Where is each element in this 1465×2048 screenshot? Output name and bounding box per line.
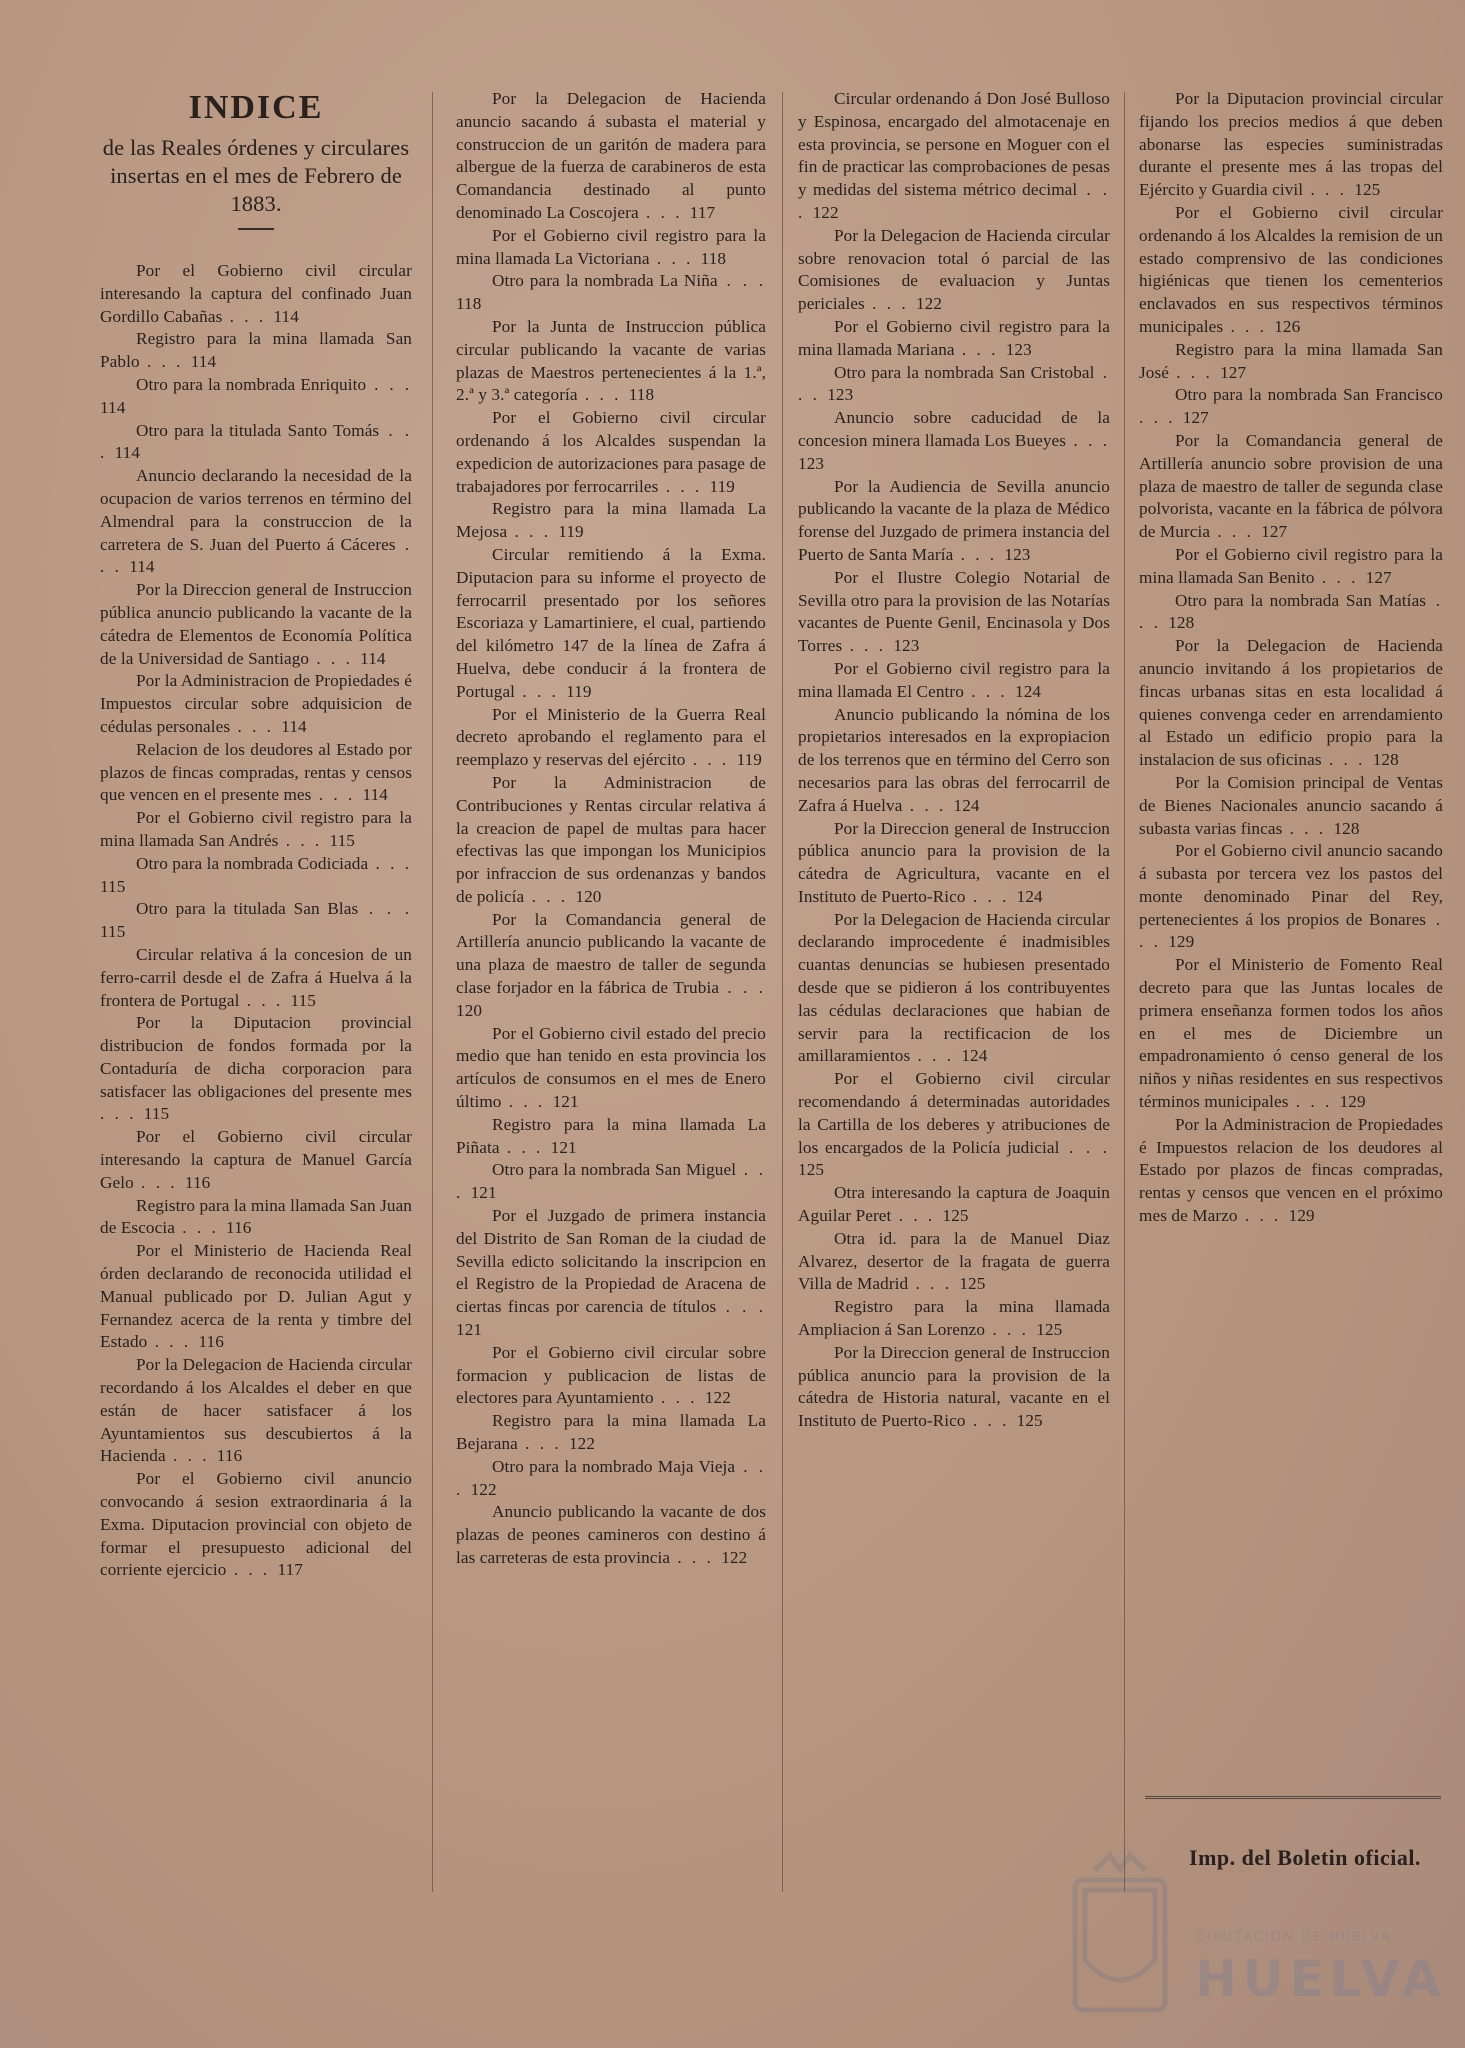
page-number: 115	[290, 990, 316, 1010]
page-number: 115	[143, 1104, 170, 1124]
leader-dots: . . .	[963, 681, 1015, 701]
leader-dots: . . .	[1288, 1092, 1340, 1112]
entry-text: Por el Gobierno civil registro para la mina llamada San Benito	[1139, 544, 1443, 587]
index-entry	[456, 544, 766, 704]
index-entry	[798, 818, 1110, 909]
page-number: 128	[1333, 818, 1360, 838]
index-entry	[1139, 202, 1443, 339]
entry-text: Otro para la titulada Santo Tomás	[136, 420, 380, 440]
leader-dots: . . .	[1314, 567, 1366, 587]
page-number: 122	[721, 1548, 748, 1567]
leader-dots: . . .	[716, 1297, 766, 1317]
leader-dots: . . .	[1139, 590, 1444, 633]
leader-dots: . . .	[719, 978, 767, 998]
page-number: 126	[1274, 316, 1301, 336]
page-number: 122	[704, 1388, 731, 1408]
index-entry	[100, 420, 412, 466]
index-entry	[1139, 590, 1443, 636]
page-number: 125	[798, 1160, 825, 1180]
leader-dots: . . .	[222, 306, 274, 326]
entry-text: Por el Ilustre Colegio Notarial de Sevilla otro para la provision de las Notarías vacantes de Puente Genil, Encinasola y Dos Torres	[798, 567, 1110, 656]
page-number: 114	[281, 716, 307, 736]
index-entry	[798, 88, 1110, 225]
leader-dots: . . .	[507, 522, 559, 542]
leader-dots: . . .	[226, 1560, 278, 1580]
page-number: 129	[1168, 932, 1195, 952]
page-number: 125	[959, 1274, 986, 1294]
page-number: 128	[1372, 750, 1399, 770]
entry-text: Relacion de los deudores al Estado por plazos de fincas compradas, rentas y censos que vencen en el presente mes	[100, 739, 412, 805]
page-number: 114	[360, 648, 386, 668]
entry-text: Por el Gobierno civil circular recomendando á determinadas autoridades la Cartilla de los deberes y atribuciones de los encargados de la Policía judicial	[798, 1069, 1110, 1157]
leader-dots: . . .	[311, 785, 363, 805]
leader-dots: . . .	[139, 352, 191, 372]
leader-dots: . . .	[174, 1218, 227, 1238]
entry-text: Por la Administracion de Contribuciones y Rentas circular relativa á la creacion de papel de multas para hacer efectivas las que impongan los Municipios por infraccion de sus ordenanzas y bandos de policía	[456, 772, 766, 906]
page-number: 124	[1016, 886, 1043, 906]
entry-text: Por la Comision principal de Ventas de Bienes Nacionales anuncio sacando á subasta varias fincas	[1139, 772, 1443, 838]
entry-text: Por el Gobierno civil registro para la mina llamada Mariana	[798, 316, 1110, 359]
page-number: 114	[100, 397, 126, 417]
index-entry	[100, 1240, 412, 1354]
index-entry	[1139, 635, 1443, 772]
page-number: 116	[216, 1446, 243, 1466]
leader-dots: . . .	[366, 374, 413, 394]
leader-dots: . . .	[358, 899, 412, 919]
leader-dots: . . .	[456, 1160, 767, 1203]
page-number: 115	[100, 922, 126, 942]
leader-dots: . . .	[902, 795, 954, 815]
leader-dots: . . .	[1237, 1206, 1289, 1226]
page-number: 123	[798, 453, 825, 473]
page-number: 114	[190, 352, 217, 372]
index-column-1	[100, 88, 412, 1988]
page-number: 117	[277, 1560, 303, 1580]
entry-text: Por la Delegacion de Hacienda circular recordando á los Alcaldes el deber en que están de hacer satisfacer á los Ayuntamientos sus descubiertos á la Hacienda	[100, 1355, 412, 1466]
entry-text: Otro para la nombrada San Francisco	[1175, 385, 1443, 405]
column-divider	[432, 92, 433, 1892]
leader-dots: . . .	[230, 716, 282, 736]
leader-dots: . . .	[517, 1434, 569, 1454]
index-entry	[456, 498, 766, 544]
page-number: 124	[953, 795, 980, 815]
index-entry	[798, 567, 1110, 658]
index-title: INDICE	[188, 89, 324, 126]
page-number: 122	[568, 1434, 596, 1454]
index-entry	[1139, 88, 1443, 202]
entry-text: Por la Comandancia general de Artillería anuncio publicando la vacante de una plaza de maestro de taller de segunda clase forjador en la fábrica de Trubia	[456, 909, 766, 998]
leader-dots: . . .	[653, 1388, 705, 1408]
page-number: 114	[273, 306, 299, 326]
index-entry	[1139, 339, 1443, 385]
page-number: 127	[1220, 362, 1247, 382]
page-number: 127	[1261, 522, 1288, 542]
imprint-line: Imp. del Boletin oficial.	[1189, 1845, 1421, 1870]
index-entry	[1139, 1114, 1443, 1228]
leader-dots: . . .	[908, 1274, 960, 1294]
index-entry	[798, 1182, 1110, 1228]
index-entry	[798, 1068, 1110, 1182]
leader-dots: . . .	[1169, 362, 1221, 382]
entry-text: Registro para la mina llamada San Pablo	[100, 329, 412, 372]
entry-text: Por el Gobierno civil circular ordenando á los Alcaldes suspendan la expedicion de autorizaciones para pasage de trabajadores por ferrocarriles	[456, 408, 766, 496]
page-number: 122	[915, 294, 943, 314]
entry-text: Otro para la titulada San Blas	[136, 899, 359, 919]
entry-text: Anuncio publicando la vacante de dos plazas de peones camineros con destino á las carreteras de esta provincia	[456, 1502, 766, 1567]
entry-text: Por el Gobierno civil registro para la mina llamada San Andrés	[100, 808, 412, 850]
entry-text: Anuncio declarando la necesidad de la ocupacion de varios terrenos en término del Almendral para la construccion de la carretera de S. Juan del Puerto á Cáceres	[100, 466, 412, 554]
index-entry	[100, 944, 412, 1012]
entry-text: Circular relativa á la concesion de un ferro-carril desde el de Zafra á Huelva á la frontera de Portugal	[100, 944, 412, 1010]
leader-dots: . . .	[717, 271, 766, 291]
page-number: 119	[566, 681, 592, 701]
page-number: 127	[1365, 567, 1392, 587]
entry-text: Registro para la mina llamada La Mejosa	[456, 499, 766, 542]
leader-dots: . . .	[953, 544, 1005, 564]
page-number: 114	[129, 557, 155, 577]
index-entry	[798, 476, 1110, 567]
index-entry	[456, 316, 766, 407]
leader-dots: . . .	[1223, 316, 1275, 336]
page-number: 123	[1004, 544, 1031, 564]
entry-text: Otro para la nombrado Maja Vieja	[492, 1456, 736, 1476]
seal-text: HUELVA	[1195, 1950, 1447, 2008]
entry-text: Registro para la mina llamada San Juan de Escocia	[100, 1195, 412, 1238]
index-subtitle: de las Reales órdenes y circulares insertas en el mes de Febrero de 1883.	[102, 135, 410, 216]
index-entry	[798, 704, 1110, 818]
entry-text: Otro para la nombrada San Miguel	[492, 1160, 737, 1180]
index-entry	[456, 1342, 766, 1410]
leader-dots: . . .	[100, 534, 413, 577]
leader-dots: . . .	[515, 681, 567, 701]
leader-dots: . . .	[1059, 1137, 1111, 1157]
leader-dots: . . .	[638, 202, 690, 222]
page-number: 124	[961, 1046, 988, 1066]
page-number: 121	[552, 1092, 579, 1112]
index-entry	[100, 1468, 412, 1582]
index-entry	[798, 909, 1110, 1069]
index-column-2	[456, 88, 766, 1988]
page-number: 121	[456, 1320, 483, 1340]
leader-dots: . . .	[985, 1320, 1037, 1340]
seal-caption: DIPUTACIÓN DE HUELVA	[1195, 1930, 1392, 1945]
index-entry	[798, 1342, 1110, 1433]
page-number: 114	[114, 443, 141, 463]
index-entry	[1139, 772, 1443, 840]
page-number: 119	[558, 522, 584, 542]
index-entry	[798, 1296, 1110, 1342]
page-number: 127	[1182, 408, 1209, 428]
index-entry	[100, 898, 412, 944]
page-number: 116	[184, 1172, 211, 1192]
entry-text: Por la Delegacion de Hacienda circular declarando improcedente é inadmisibles cuantas denuncias se hubiesen presentado desde que se pidieron á los contribuyentes las cédulas declaraciones que habian de servir para la rectificacion de los amillaramientos	[798, 909, 1110, 1066]
index-entry	[1139, 840, 1443, 954]
index-entry	[100, 260, 412, 328]
page-number: 125	[1016, 1411, 1043, 1431]
entry-text: Por la Delegacion de Hacienda anuncio invitando á los propietarios de fincas urbanas sitas en esta localidad á quienes convenga ceder en arrendamiento al Estado un edificio propio para la instalacion de sus oficinas	[1139, 636, 1443, 770]
leader-dots: . . .	[1139, 408, 1183, 428]
entry-text: Anuncio sobre caducidad de la concesion minera llamada Los Bueyes	[798, 408, 1110, 450]
page-number: 122	[812, 202, 839, 222]
index-entry	[456, 225, 766, 271]
page-number: 121	[470, 1183, 497, 1203]
entry-text: Por la Direccion general de Instruccion pública anuncio publicando la vacante de la cátedra de Elementos de Economía Política de la Universidad de Santiago	[100, 580, 412, 668]
leader-dots: . . .	[670, 1548, 722, 1567]
leader-dots: . . .	[524, 886, 576, 906]
entry-text: Por la Comandancia general de Artillería anuncio sobre provision de una plaza de maestro de taller de segunda clase polvorista, vacante en la fábrica de pólvora de Murcia	[1139, 430, 1443, 542]
index-entry	[456, 1114, 766, 1160]
page-number: 115	[100, 876, 126, 896]
column-divider	[782, 92, 783, 1892]
entry-text: Por el Gobierno civil anuncio convocando á sesion extraordinaria á la Exma. Diputacion provincial con objeto de formar el presupuesto adicional del corriente ejercicio	[100, 1469, 412, 1580]
entry-text: Circular remitiendo á la Exma. Diputacion para su informe el proyecto de ferrocarril presentado por los señores Escoriaza y Lamartiniere, el cual, partiendo del kilómetro 147 de la línea de Zafra á Huelva, debe conducir á la frontera de Portugal	[456, 544, 766, 701]
entry-text: Por el Ministerio de la Guerra Real decreto aprobando el reglamento para el reemplazo y reservas del ejército	[456, 704, 766, 770]
page-number: 122	[470, 1479, 497, 1499]
entry-text: Por el Gobierno civil circular interesando la captura de Manuel García Gelo	[100, 1127, 412, 1192]
entry-text: Por la Administracion de Propiedades é Impuestos circular sobre adquisicion de cédulas personales	[100, 671, 412, 736]
page-number: 123	[827, 385, 854, 405]
leader-dots: . . .	[278, 830, 330, 850]
entry-text: Por el Gobierno civil estado del precio medio que han tenido en esta provincia los artículos de consumos en el mes de Enero último	[456, 1023, 766, 1112]
page-number: 115	[329, 830, 355, 850]
leader-dots: . . .	[649, 248, 701, 268]
leader-dots: . . .	[1303, 180, 1355, 200]
index-entry	[456, 909, 766, 1023]
title-dash	[238, 228, 274, 230]
index-entry	[100, 465, 412, 579]
index-entry	[100, 1195, 412, 1241]
page-number: 124	[1015, 681, 1042, 701]
index-entry	[100, 1012, 412, 1126]
leader-dots: . . .	[1210, 522, 1262, 542]
entry-text: Por el Juzgado de primera instancia del Distrito de San Roman de la ciudad de Sevilla edicto solicitando la inscripcion en el Registro de la Propiedad de Aracena de ciertas fincas por carencia de títulos	[456, 1206, 766, 1317]
page-number: 123	[893, 636, 920, 656]
leader-dots: . . .	[577, 385, 629, 405]
index-entry	[456, 772, 766, 909]
index-entry	[100, 807, 412, 853]
entry-text: Registro para la mina llamada La Bejarana	[456, 1411, 766, 1454]
index-entry	[100, 670, 412, 738]
page-number: 118	[456, 294, 482, 314]
page-number: 119	[709, 476, 735, 496]
page-number: 120	[456, 1000, 483, 1020]
leader-dots: . . .	[147, 1332, 199, 1352]
leader-dots: . . .	[309, 648, 361, 668]
index-entry	[100, 374, 412, 420]
leader-dots: . . .	[1282, 818, 1334, 838]
entry-text: Por la Delegacion de Hacienda anuncio sacando á subasta el material y construccion de un garitón de madera para albergue de la fuerza de carabineros de esta Comandancia destinado al punto denominado La Coscojera	[456, 89, 766, 222]
leader-dots: . . .	[100, 420, 412, 463]
leader-dots: . . .	[100, 1104, 144, 1124]
leader-dots: . . .	[965, 1411, 1017, 1431]
entry-text: Otro para la nombrada Codiciada	[136, 853, 369, 873]
page-number: 120	[575, 886, 602, 906]
entry-text: Por la Direccion general de Instruccion pública anuncio para la provision de la cátedra de Historia natural, vacante en el Instituto de Puerto-Rico	[798, 1342, 1110, 1431]
index-entry	[456, 1501, 766, 1569]
page-number: 114	[362, 785, 388, 805]
index-entry	[456, 1159, 766, 1205]
leader-dots: . . .	[798, 362, 1110, 405]
page-number: 119	[736, 750, 763, 770]
index-entry	[456, 1456, 766, 1502]
entry-text: Otro para la nombrada La Niña	[492, 271, 718, 291]
index-entry	[798, 658, 1110, 704]
leader-dots: . . .	[499, 1137, 551, 1157]
index-entry	[100, 1354, 412, 1468]
entry-text: Por la Delegacion de Hacienda circular sobre renovacion total ó parcial de las Comisiones de evaluacion y Juntas periciales	[798, 225, 1110, 314]
index-entry	[1139, 430, 1443, 544]
leader-dots: . . .	[954, 339, 1006, 359]
leader-dots: . . .	[1066, 430, 1111, 450]
entry-text: Por el Gobierno civil registro para la mina llamada El Centro	[798, 658, 1110, 701]
column-divider	[1124, 92, 1125, 1892]
entry-text: Otra id. para la de Manuel Diaz Alvarez, desertor de la fragata de guerra Villa de Madrid	[798, 1228, 1110, 1294]
leader-dots: . . .	[165, 1446, 217, 1466]
bottom-rule	[1145, 1796, 1441, 1799]
entry-text: Por el Gobierno civil circular interesando la captura del confinado Juan Gordillo Cabañas	[100, 261, 412, 326]
index-column-3	[798, 88, 1110, 1988]
entry-text: Por el Gobierno civil circular ordenando á los Alcaldes la remision de un estado comprensivo de las condiciones higiénicas que tienen los cementerios enclavados en sus respectivos términos municipales	[1139, 202, 1443, 336]
leader-dots: . . .	[910, 1046, 962, 1066]
entry-text: Circular ordenando á Don José Bulloso y Espinosa, encargado del almotacenaje en esta provincia, se persone en Moguer con el fin de practicar las comprobaciones de pesas y medidas del sistema métrico decimal	[798, 89, 1110, 200]
index-entry	[798, 362, 1110, 408]
index-entry	[456, 88, 766, 225]
page-number: 129	[1339, 1092, 1366, 1112]
leader-dots: . . .	[1139, 909, 1444, 952]
index-entry	[456, 1410, 766, 1456]
entry-text: Por la Direccion general de Instruccion pública anuncio para la provision de la cátedra de Agricultura, vacante en el Instituto de Puerto-Rico	[798, 818, 1110, 906]
page-number: 128	[1168, 613, 1195, 633]
index-entry	[100, 328, 412, 374]
page-number: 118	[700, 248, 727, 268]
page-number: 116	[198, 1332, 224, 1352]
entry-text: Otra interesando la captura de Joaquin Aguilar Peret	[798, 1183, 1110, 1226]
entry-text: Por el Gobierno civil anuncio sacando á subasta por tercera vez los pastos del monte denominado Pinar del Rey, pertenecientes á los propios de Bonares	[1139, 841, 1443, 929]
leader-dots: . . .	[501, 1092, 553, 1112]
archive-seal-watermark	[1055, 1850, 1385, 2040]
leader-dots: . . .	[864, 294, 916, 314]
leader-dots: . . .	[842, 636, 894, 656]
index-entry	[1139, 544, 1443, 590]
index-entry	[798, 1228, 1110, 1296]
page-number: 129	[1288, 1206, 1315, 1226]
entry-text: Por la Junta de Instruccion pública circular publicando la vacante de varias plazas de Maestros pertenecientes á la 1.ª, 2.ª y 3.ª categoría	[456, 316, 766, 405]
leader-dots: . . .	[891, 1206, 943, 1226]
leader-dots: . . .	[368, 853, 412, 873]
page-number: 116	[226, 1218, 252, 1238]
entry-text: Por la Administracion de Propiedades é Impuestos relacion de los deudores al Estado por plazos de fincas compradas, rentas y censos que vencen en el próximo mes de Marzo	[1139, 1114, 1443, 1226]
entry-text: Por el Ministerio de Hacienda Real órden declarando de reconocida utilidad el Manual publicado por D. Julian Agut y Fernandez acerca de la renta y timbre del Estado	[100, 1241, 412, 1352]
page-number: 123	[1005, 339, 1032, 359]
leader-dots: . . .	[965, 886, 1017, 906]
entry-text: Por el Ministerio de Fomento Real decreto para que las Juntas locales de primera enseñanza formen todos los años en el mes de Diciembre un empadronamiento ó censo general de los niños y niñas residentes en sus respectivos términos municipales	[1139, 955, 1443, 1112]
index-entry	[456, 407, 766, 498]
entry-text: Por el Gobierno civil circular sobre formacion y publicacion de listas de electores para Ayuntamiento	[456, 1342, 766, 1408]
index-entry	[798, 407, 1110, 475]
page-number: 125	[942, 1206, 969, 1226]
entry-text: Registro para la mina llamada La Piñata	[456, 1114, 766, 1157]
index-entry	[798, 316, 1110, 362]
page-number: 117	[689, 202, 716, 222]
page-number: 118	[628, 385, 655, 405]
index-entry	[100, 739, 412, 807]
leader-dots: . . .	[658, 476, 710, 496]
index-entry	[100, 579, 412, 670]
leader-dots: . . .	[1321, 750, 1373, 770]
index-entry	[100, 853, 412, 899]
entry-text: Registro para la mina llamada Ampliacion á San Lorenzo	[798, 1297, 1110, 1340]
entry-text: Por el Gobierno civil registro para la mina llamada La Victoriana	[456, 225, 766, 268]
page-number: 121	[550, 1137, 577, 1157]
entry-text: Por la Diputacion provincial distribucion de fondos formada por la Contaduría de dicha corporacion para satisfacer las obligaciones del presente mes	[100, 1013, 412, 1101]
leader-dots: . . .	[239, 990, 291, 1010]
leader-dots: . . .	[456, 1456, 766, 1499]
leader-dots: . . .	[133, 1172, 185, 1192]
entry-text: Por la Audiencia de Sevilla anuncio publicando la vacante de la plaza de Médico forense del Juzgado de primera instancia del Puerto de Santa María	[798, 476, 1110, 564]
index-entry	[456, 1023, 766, 1114]
entry-text: Por la Diputacion provincial circular fijando los precios medios á que deben abonarse las especies suministradas durante el presente mes á las tropas del Ejército y Guardia civil	[1139, 89, 1443, 200]
index-entry	[100, 1126, 412, 1194]
leader-dots: . . .	[685, 750, 737, 770]
index-entry	[1139, 954, 1443, 1114]
page-number: 125	[1354, 180, 1381, 200]
leader-dots: . . .	[798, 180, 1110, 222]
entry-text: Registro para la mina llamada San José	[1139, 339, 1443, 382]
index-entry	[456, 270, 766, 316]
entry-text: Otro para la nombrada Enriquito	[136, 374, 367, 394]
index-entry	[456, 704, 766, 772]
index-column-4	[1139, 88, 1443, 1988]
index-entry	[798, 225, 1110, 316]
entry-text: Otro para la nombrada San Cristobal	[834, 362, 1095, 382]
index-entry	[456, 1205, 766, 1342]
entry-text: Otro para la nombrada San Matías	[1175, 590, 1427, 610]
page-number: 125	[1036, 1320, 1063, 1340]
index-entry	[1139, 384, 1443, 430]
entry-text: Anuncio publicando la nómina de los propietarios interesados en la expropiacion de los terrenos que en término del Cerro son necesarios para las obras del ferrocarril de Zafra á Huelva	[798, 704, 1110, 815]
